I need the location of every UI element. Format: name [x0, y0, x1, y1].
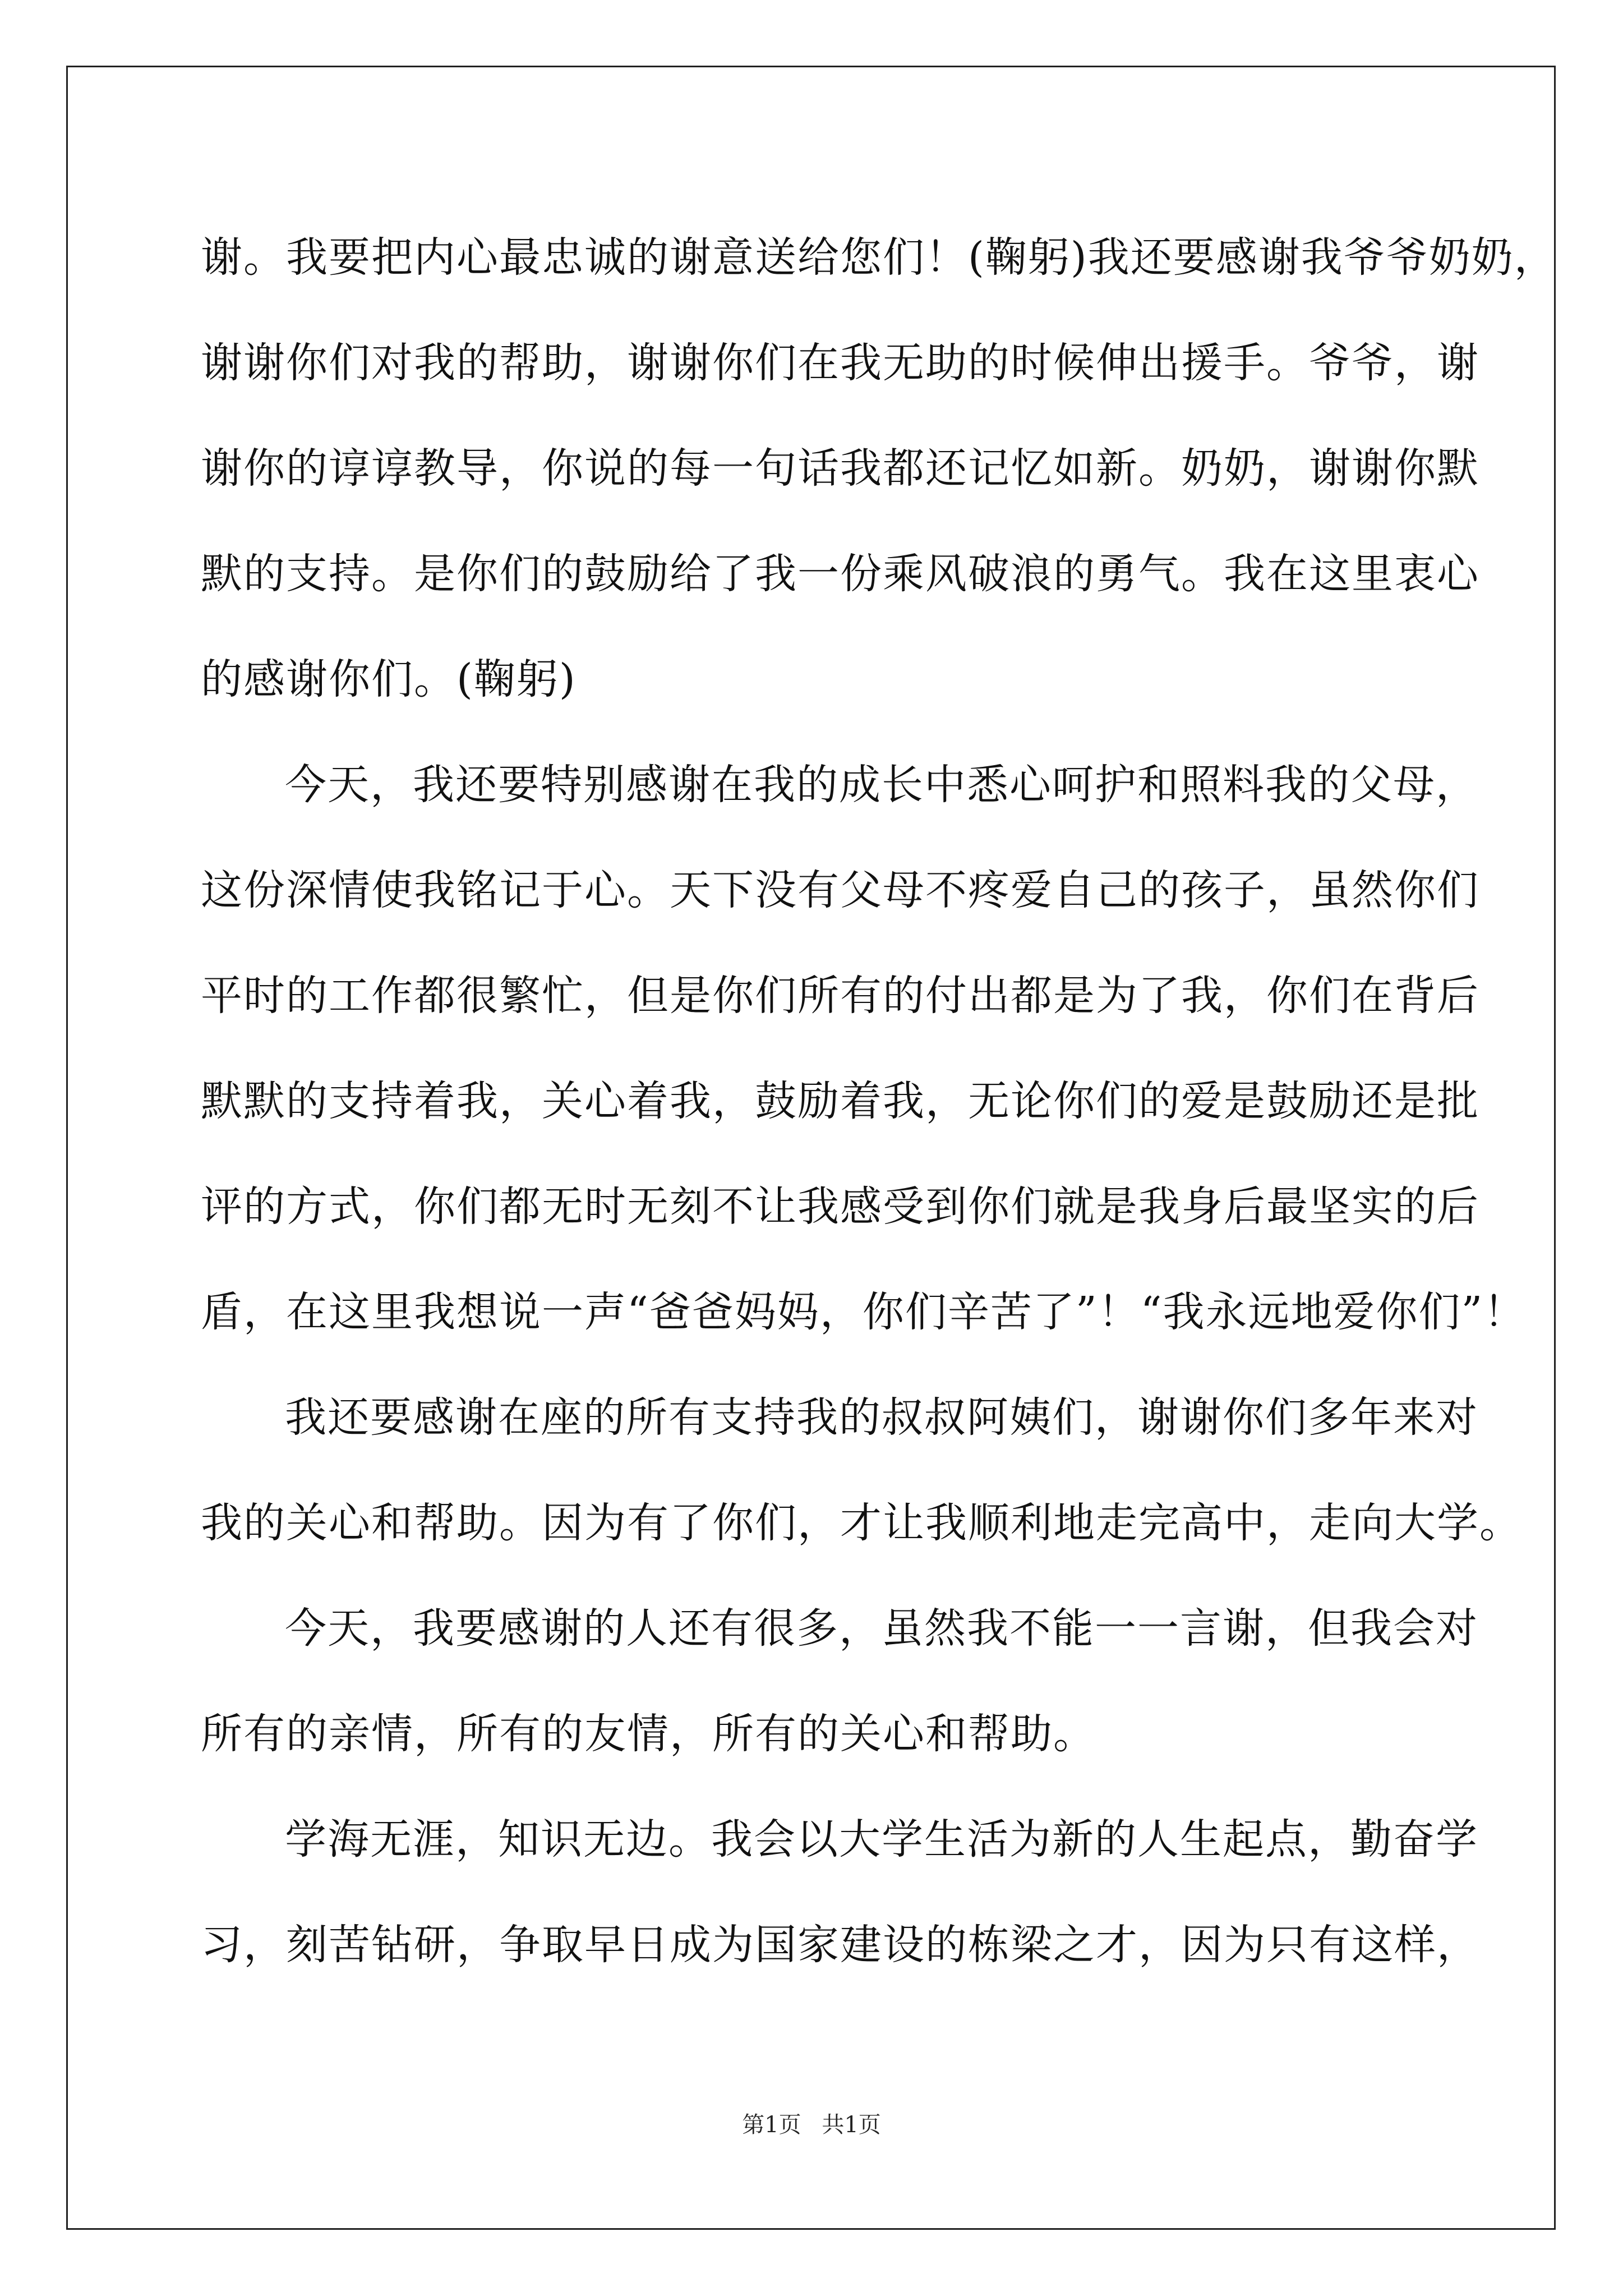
text-line: 习，刻苦钻研，争取早日成为国家建设的栋梁之才，因为只有这样，: [201, 1921, 1479, 1969]
text-line: 评的方式，你们都无时无刻不让我感受到你们就是我身后最坚实的后: [201, 1182, 1479, 1231]
text-line: 谢谢你们对我的帮助，谢谢你们在我无助的时候伸出援手。爷爷，谢: [201, 339, 1479, 387]
page-footer: [0, 2108, 1623, 2142]
text-line: 谢。我要把内心最忠诚的谢意送给您们！(鞠躬)我还要感谢我爷爷奶奶，: [201, 233, 1557, 282]
text-line: 这份深情使我铭记于心。天下没有父母不疼爱自己的孩子，虽然你们: [201, 866, 1479, 914]
paragraph-first-line: 今天，我要感谢的人还有很多，虽然我不能一一言谢，但我会对: [285, 1604, 1478, 1653]
paragraph-first-line: 今天，我还要特别感谢在我的成长中悉心呵护和照料我的父母，: [285, 761, 1478, 809]
page-total: 共1页: [822, 2112, 881, 2138]
text-line: 谢你的谆谆教导，你说的每一句话我都还记忆如新。奶奶，谢谢你默: [201, 444, 1479, 493]
text-line: 默默的支持着我，关心着我，鼓励着我，无论你们的爱是鼓励还是批: [201, 1077, 1479, 1125]
page-number: 第1页: [742, 2112, 801, 2138]
text-line: 盾，在这里我想说一声“爸爸妈妈，你们辛苦了”！“我永远地爱你们”！: [201, 1288, 1527, 1336]
text-line: 的感谢你们。(鞠躬): [201, 655, 577, 703]
text-line: 所有的亲情，所有的友情，所有的关心和帮助。: [201, 1710, 1096, 1758]
paragraph-first-line: 学海无涯，知识无边。我会以大学生活为新的人生起点，勤奋学: [285, 1815, 1478, 1864]
paragraph-first-line: 我还要感谢在座的所有支持我的叔叔阿姨们，谢谢你们多年来对: [285, 1393, 1478, 1442]
text-line: 我的关心和帮助。因为有了你们，才让我顺利地走完高中，走向大学。: [201, 1499, 1522, 1547]
text-line: 平时的工作都很繁忙，但是你们所有的付出都是为了我，你们在背后: [201, 972, 1479, 1020]
document-body: [201, 205, 1557, 1998]
text-line: 默的支持。是你们的鼓励给了我一份乘风破浪的勇气。我在这里衷心: [201, 550, 1479, 598]
